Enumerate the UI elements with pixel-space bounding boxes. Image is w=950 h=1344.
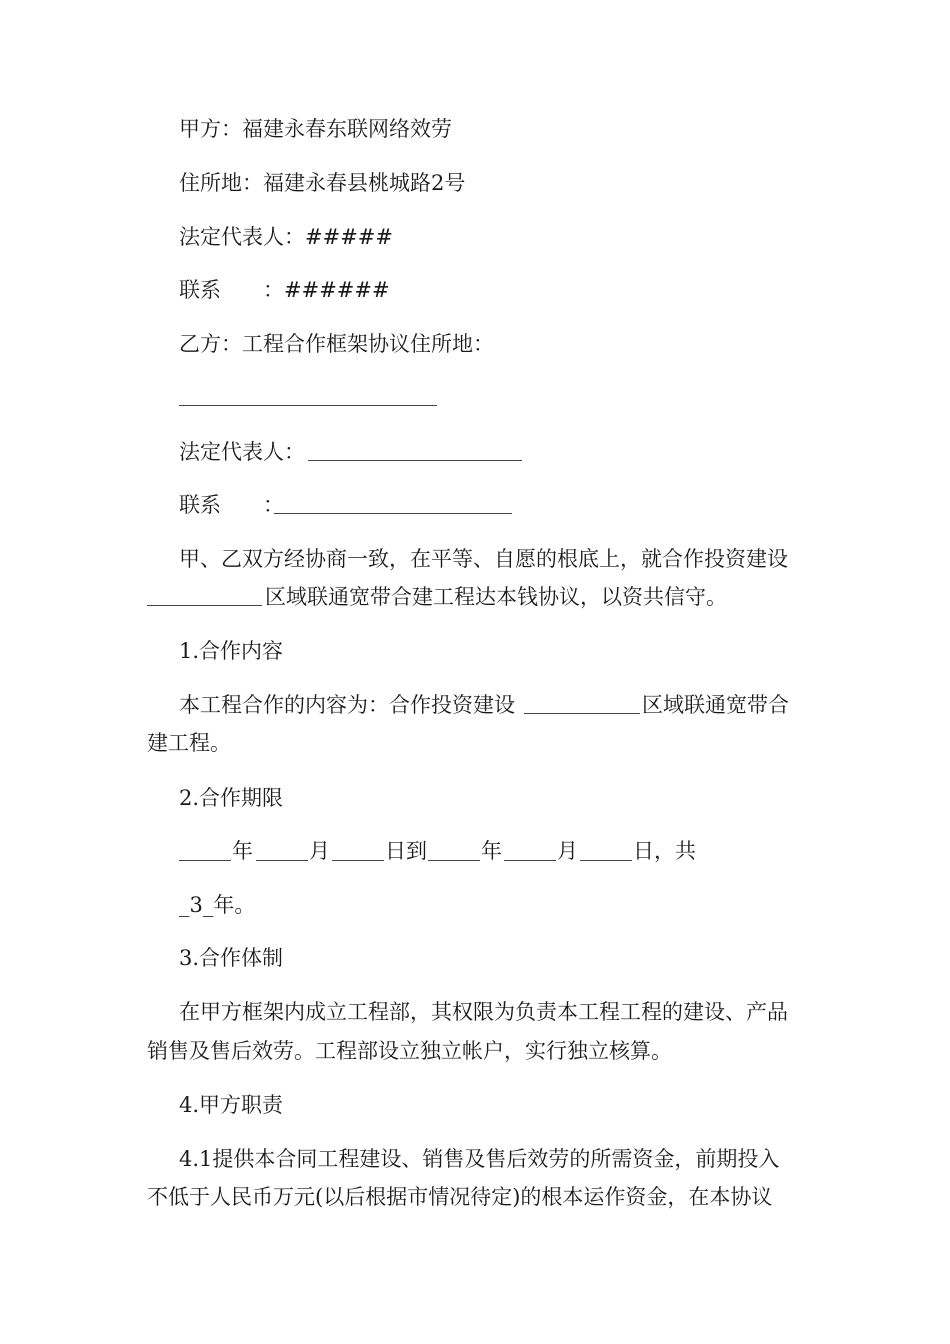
section-4-line-2: 不低于人民币万元(以后根据市情况待定)的根本运作资金，在本协议 xyxy=(147,1185,773,1209)
end-day-blank xyxy=(580,860,632,861)
end-day-label: 日，共 xyxy=(633,839,696,863)
preamble-area-blank xyxy=(147,605,262,606)
section-3-line-1: 在甲方框架内成立工程部，其权限为负责本工程工程的建设、产品 xyxy=(179,1000,788,1024)
party-b-legal-rep: 法定代表人： xyxy=(179,440,305,464)
section-1-line-1a: 本工程合作的内容为：合作投资建设 xyxy=(179,693,515,717)
section-2-term: _3_年。 xyxy=(179,893,256,917)
end-month-label: 月 xyxy=(557,839,578,863)
start-month-blank xyxy=(256,860,308,861)
section-1-line-1b: 区域联通宽带合 xyxy=(642,693,789,717)
party-a-title: 甲方：福建永春东联网络效劳 xyxy=(179,117,452,141)
end-year-blank xyxy=(428,860,480,861)
preamble-line-1: 甲、乙双方经协商一致，在平等、自愿的根底上，就合作投资建设 xyxy=(179,547,788,571)
start-year-label: 年 xyxy=(232,839,253,863)
party-a-contact: 联系 ：###### xyxy=(179,278,390,302)
section-1-line-2: 建工程。 xyxy=(147,731,231,755)
section-4-line-1: 4.1提供本合同工程建设、销售及售后效劳的所需资金，前期投入 xyxy=(179,1147,780,1171)
section-1-area-blank xyxy=(524,713,640,714)
end-year-label: 年 xyxy=(481,839,502,863)
end-month-blank xyxy=(504,860,556,861)
section-2-heading: 2.合作期限 xyxy=(179,786,284,810)
party-b-contact-blank xyxy=(274,513,512,514)
party-b-address-blank xyxy=(179,405,437,406)
start-year-blank xyxy=(179,860,231,861)
party-b-legal-rep-blank xyxy=(308,460,522,461)
preamble-line-2: 区域联通宽带合建工程达本钱协议，以资共信守。 xyxy=(265,585,727,609)
party-a-address: 住所地：福建永春县桃城路2号 xyxy=(179,171,466,195)
start-day-blank xyxy=(332,860,384,861)
section-3-heading: 3.合作体制 xyxy=(179,946,284,970)
party-b-contact: 联系 ： xyxy=(179,493,284,517)
section-1-heading: 1.合作内容 xyxy=(179,639,284,663)
section-4-heading: 4.甲方职责 xyxy=(179,1093,284,1117)
section-3-line-2: 销售及售后效劳。工程部设立独立帐户，实行独立核算。 xyxy=(147,1039,672,1063)
start-day-label: 日到 xyxy=(385,839,427,863)
start-month-label: 月 xyxy=(309,839,330,863)
party-a-legal-rep: 法定代表人：##### xyxy=(179,225,393,249)
party-b-title: 乙方：工程合作框架协议住所地： xyxy=(179,332,494,356)
